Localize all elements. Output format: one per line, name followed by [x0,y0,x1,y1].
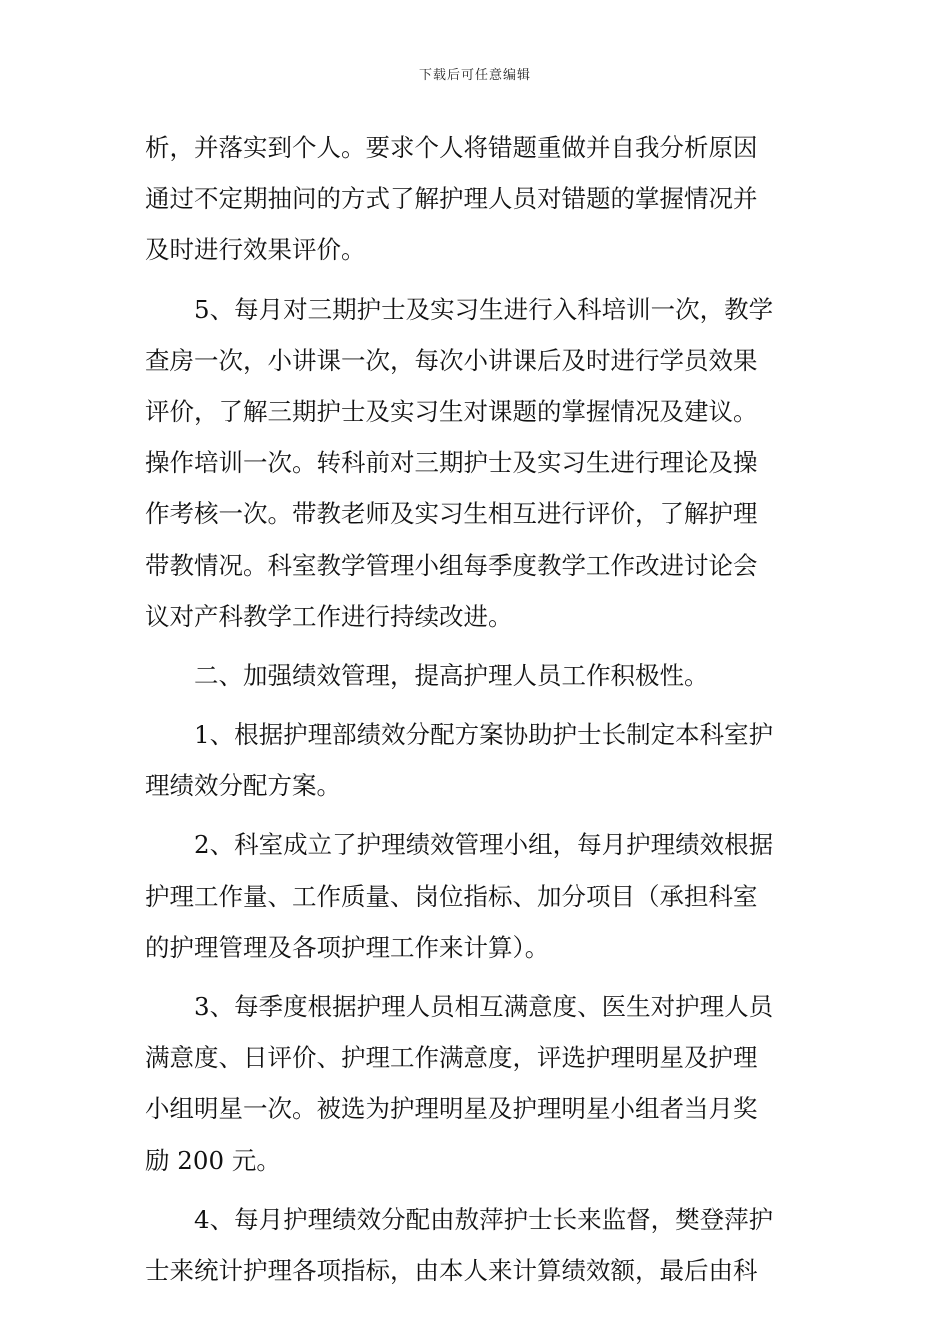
text-line: 3、每季度根据护理人员相互满意度、医生对护理人员 [194,992,774,1021]
text-line: 操作培训一次。转科前对三期护士及实习生进行理论及操 [145,448,758,478]
text-line: 2、科室成立了护理绩效管理小组，每月护理绩效根据 [194,830,774,860]
text-line: 带教情况。科室教学管理小组每季度教学工作改进讨论会 [145,550,758,580]
text-line: 议对产科教学工作进行持续改进。 [145,601,513,631]
document-body [145,122,810,1296]
page-header: 下载后可任意编辑 [418,68,531,83]
paragraph-2 [145,284,810,642]
text-line: 作考核一次。带教老师及实习生相互进行评价，了解护理 [145,499,758,529]
section-heading [145,650,810,701]
text-line: 及时进行效果评价。 [145,235,366,265]
paragraph-item-2 [145,819,810,973]
text-line: 护理工作量、工作质量、岗位指标、加分项目（承担科室 [145,881,758,911]
text-line: 励 200 元。 [145,1145,281,1175]
text-line: 5、每月对三期护士及实习生进行入科培训一次，教学 [194,294,774,324]
text-line: 通过不定期抽问的方式了解护理人员对错题的掌握情况并 [145,184,758,214]
text-line: 析，并落实到个人。要求个人将错题重做并自我分析原因 [145,133,758,162]
text-line: 1、根据护理部绩效分配方案协助护士长制定本科室护 [194,720,774,750]
paragraph-item-1 [145,709,810,811]
text-line: 士来统计护理各项指标，由本人来计算绩效额，最后由科 [145,1255,758,1285]
paragraph-item-3 [145,981,810,1186]
paragraph-1 [145,122,810,276]
text-line: 的护理管理及各项护理工作来计算）。 [145,932,550,962]
paragraph-item-4 [145,1194,810,1296]
text-line: 查房一次，小讲课一次，每次小讲课后及时进行学员效果 [145,345,758,375]
text-line: 小组明星一次。被选为护理明星及护理明星小组者当月奖 [145,1094,758,1124]
text-line: 4、每月护理绩效分配由敖萍护士长来监督，樊登萍护 [194,1204,774,1234]
text-line: 评价，了解三期护士及实习生对课题的掌握情况及建议。 [145,396,758,426]
section-heading-text: 二、加强绩效管理，提高护理人员工作积极性。 [194,660,709,690]
text-line: 满意度、日评价、护理工作满意度，评选护理明星及护理 [145,1043,758,1073]
text-line: 理绩效分配方案。 [145,771,341,801]
